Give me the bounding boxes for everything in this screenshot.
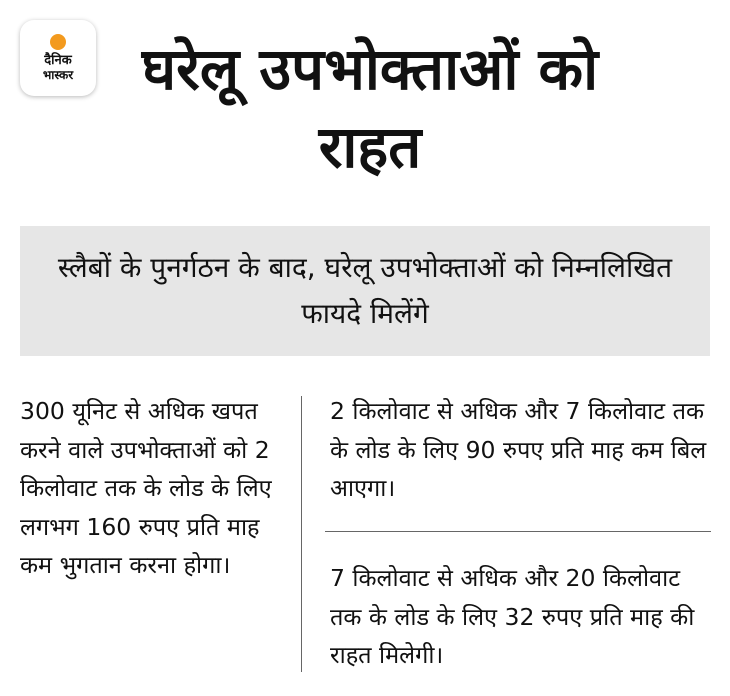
horizontal-divider: [325, 531, 711, 532]
benefit-text-2: 2 किलोवाट से अधिक और 7 किलोवाट तक के लोड के लिए 90 रुपए प्रति माह कम बिल आएगा।: [330, 397, 707, 502]
benefit-text-3: 7 किलोवाट से अधिक और 20 किलोवाट तक के लोड के लिए 32 रुपए प्रति माह की राहत मिलेगी।: [330, 564, 695, 669]
logo-text-line2: भास्कर: [42, 68, 74, 82]
subtitle-banner: [20, 226, 710, 356]
dainik-bhaskar-logo: [20, 20, 96, 96]
subtitle-text: स्लैबों के पुनर्गठन के बाद, घरेलू उपभोक्ताओं को निम्नलिखित फायदे मिलेंगे: [57, 251, 673, 330]
sun-icon: [50, 34, 66, 50]
headline: घरेलू उपभोक्ताओं को राहत: [141, 35, 599, 181]
benefit-text-1: 300 यूनिट से अधिक खपत करने वाले उपभोक्ताओं को 2 किलोवाट तक के लोड के लिए लगभग 160 रुपए प्रति माह कम भुगतान करना होगा।: [20, 397, 272, 579]
vertical-divider: [301, 396, 302, 672]
logo-text-line1: दैनिक: [44, 53, 72, 68]
